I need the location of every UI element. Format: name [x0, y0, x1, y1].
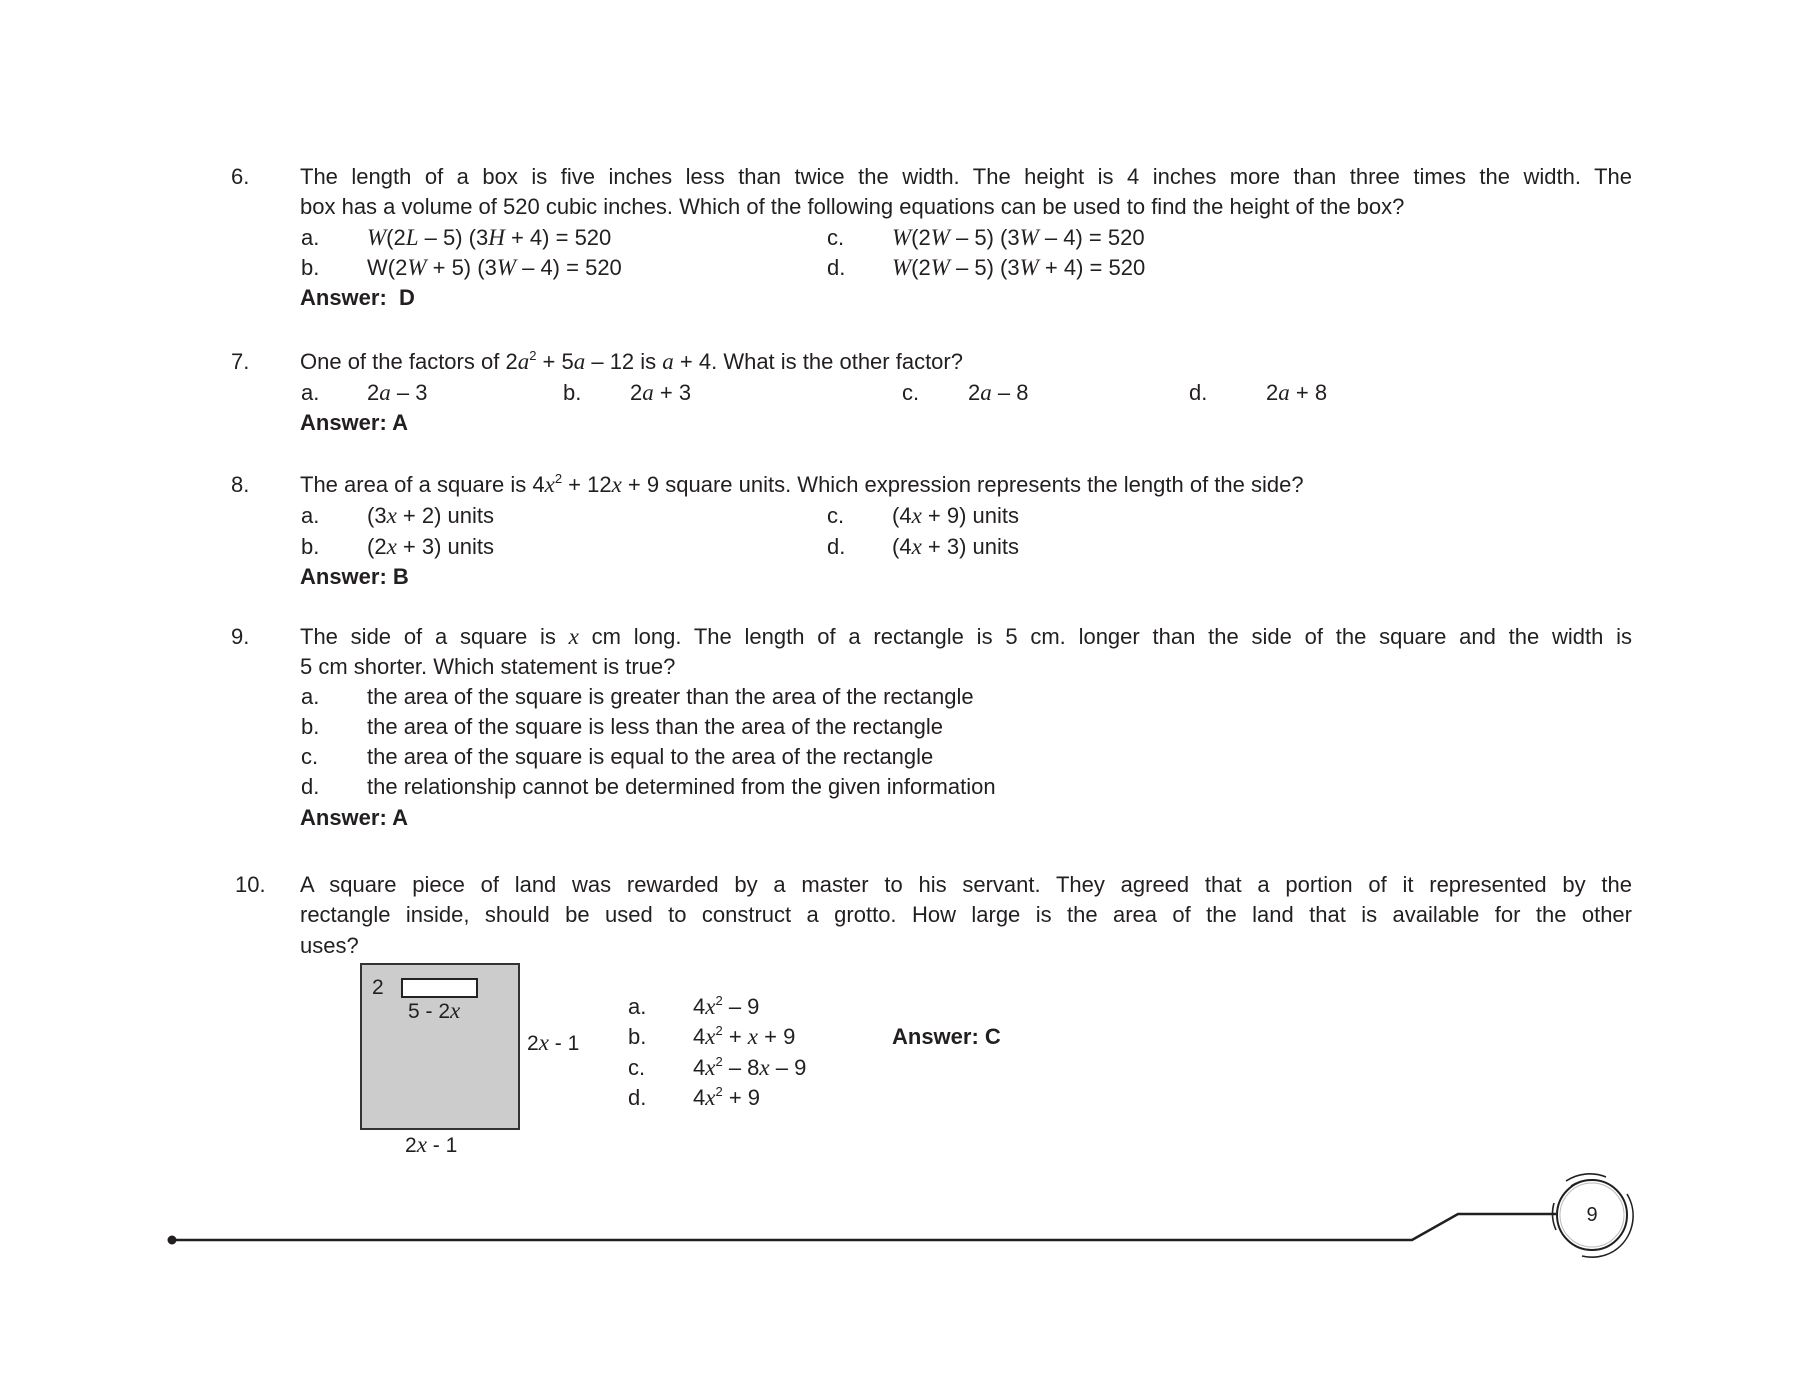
question-7-option-b-label: b. [563, 380, 582, 405]
question-6-option-c-value: W(2W – 5) (3W – 4) = 520 [892, 225, 1145, 250]
question-7-option-a-label: a. [301, 380, 320, 405]
question-6-number: 6. [231, 164, 250, 189]
grotto-width-label: 5 - 2x [408, 998, 461, 1023]
question-8-answer: Answer: B [300, 564, 409, 589]
question-10-answer: Answer: C [892, 1024, 1001, 1049]
question-6-text-line-1: The length of a box is five inches less than twice the width. The height is 4 inches more than three times the width. The [300, 164, 1632, 189]
question-10-option-c-label: c. [628, 1055, 646, 1080]
question-7-option-d-label: d. [1189, 380, 1208, 405]
question-6-option-c-label: c. [827, 225, 845, 250]
question-8-option-b-label: b. [301, 534, 320, 559]
question-6-text-line-2: box has a volume of 520 cubic inches. Which of the following equations can be used to find the height of the box? [300, 194, 1405, 219]
question-6-option-a-value: W(2L – 5) (3H + 4) = 520 [367, 225, 612, 250]
question-10-option-a-label: a. [628, 994, 647, 1019]
question-7-option-d-value: 2a + 8 [1266, 380, 1328, 405]
question-9-text-line-1: The side of a square is x cm long. The length of a rectangle is 5 cm. longer than the side of the square and the width is [300, 624, 1632, 649]
question-10-text-line-3: uses? [300, 933, 359, 958]
question-8-option-d-value: (4x + 3) units [892, 534, 1019, 559]
question-10-number: 10. [235, 872, 266, 897]
question-7-number: 7. [231, 349, 250, 374]
question-10-option-a-value: $4x^2 - 9$ [693, 993, 760, 1019]
square-side-right-label: 2x - 1 [527, 1030, 580, 1055]
question-9-option-a-label: a. [301, 684, 320, 709]
question-8-option-a-label: a. [301, 503, 320, 528]
question-7-option-a-value: 2a – 3 [367, 380, 428, 405]
question-9-option-b-value: the area of the square is less than the area of the rectangle [367, 714, 944, 739]
question-8-option-c-label: c. [827, 503, 845, 528]
question-10-option-d-label: d. [628, 1085, 647, 1110]
question-10-option-d-value: $4x^2 + 9$ [693, 1084, 761, 1110]
question-9-option-c-label: c. [301, 744, 319, 769]
question-8-option-c-value: (4x + 9) units [892, 503, 1019, 528]
question-9-number: 9. [231, 624, 250, 649]
question-6-answer: Answer: D [300, 285, 415, 310]
footer-line [172, 1214, 1556, 1240]
question-10-option-b-value: $4x^2 + x + 9$ [693, 1023, 796, 1049]
question-6-option-d-label: d. [827, 255, 846, 280]
question-8-option-a-value: (3x + 2) units [367, 503, 494, 528]
question-9-option-b-label: b. [301, 714, 320, 739]
question-8-option-d-label: d. [827, 534, 846, 559]
question-6-option-d-value: W(2W – 5) (3W + 4) = 520 [892, 255, 1146, 280]
square-side-bottom-label: 2x - 1 [405, 1132, 458, 1157]
question-7-option-c-label: c. [902, 380, 920, 405]
question-9-option-c-value: the area of the square is equal to the area of the rectangle [367, 744, 934, 769]
question-9-option-a-value: the area of the square is greater than the area of the rectangle [367, 684, 974, 709]
question-10-option-c-value: $4x^2 - 8x - 9$ [693, 1054, 807, 1080]
question-10-text-line-1: A square piece of land was rewarded by a master to his servant. They agreed that a portion of it represented by the [300, 872, 1632, 897]
question-9-option-d-label: d. [301, 774, 320, 799]
question-7-answer: Answer: A [300, 410, 408, 435]
question-6-option-a-label: a. [301, 225, 320, 250]
question-6-option-b-value: W(2W + 5) (3W – 4) = 520 [367, 255, 622, 280]
question-6-option-b-label: b. [301, 255, 320, 280]
question-7-text: One of the factors of $2a^2 + 5a - 12$ is a + 4. What is the other factor? [300, 348, 963, 374]
page-number: 9 [1586, 1204, 1598, 1226]
question-7-option-c-value: 2a – 8 [968, 380, 1029, 405]
question-8-option-b-value: (2x + 3) units [367, 534, 494, 559]
question-9-option-d-value: the relationship cannot be determined from the given information [367, 774, 996, 799]
question-8-text: The area of a square is $4x^2 + 12x + 9$ square units. Which expression represents the length of the side? [300, 471, 1304, 497]
question-7-option-b-value: 2a + 3 [630, 380, 692, 405]
question-10-option-b-label: b. [628, 1024, 647, 1049]
question-9-text-line-2: 5 cm shorter. Which statement is true? [300, 654, 676, 679]
question-8-number: 8. [231, 472, 250, 497]
grotto-height-label: 2 [372, 976, 384, 999]
question-9-answer: Answer: A [300, 805, 408, 830]
question-10-text-line-2: rectangle inside, should be used to construct a grotto. How large is the area of the land that is available for the other [300, 902, 1632, 927]
